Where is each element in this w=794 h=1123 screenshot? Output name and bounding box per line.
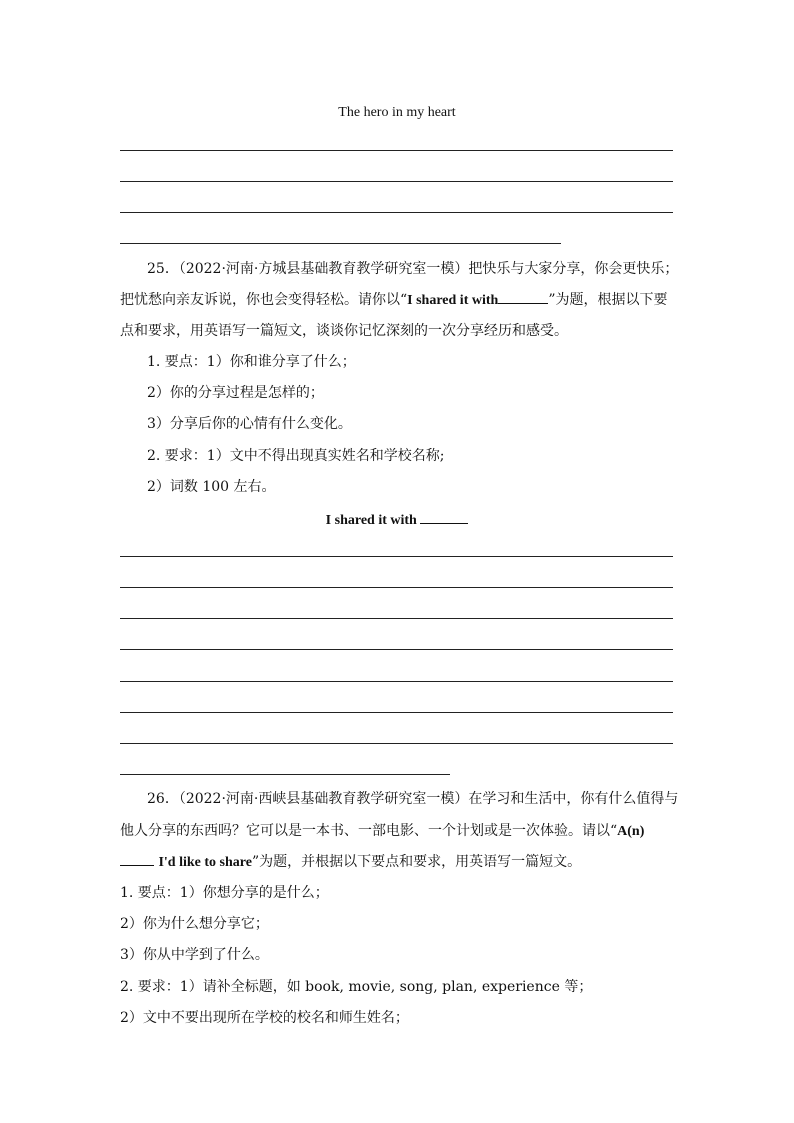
- writing-line: [120, 556, 673, 557]
- writing-line: [120, 618, 673, 619]
- title-blank: [498, 290, 548, 304]
- writing-line: [120, 649, 673, 650]
- requirement-item: 2）文中不要出现所在学校的校名和师生姓名；: [120, 1010, 409, 1026]
- writing-line: [120, 774, 450, 775]
- question-source: （2022·河南·西峡县基础教育教学研究室一模）: [178, 791, 469, 807]
- title-prompt: A(n): [617, 824, 645, 839]
- requirement-item: 1. 要点：1）你想分享的是什么；: [120, 885, 329, 901]
- writing-line: [120, 681, 673, 682]
- essay-title-shared: I shared it with: [0, 510, 794, 531]
- writing-line: [120, 243, 561, 244]
- writing-line: [120, 587, 673, 588]
- title-blank: [120, 852, 154, 866]
- question-26-line-1: 26．（2022·河南·西峡县基础教育教学研究室一模）在学习和生活中，你有什么值得与: [147, 791, 679, 807]
- question-number: 26．: [147, 791, 179, 807]
- question-26-line-2: 他人分享的东西吗？它可以是一本书、一部电影、一个计划或是一次体验。请以“A(n): [120, 823, 645, 839]
- writing-line: [120, 212, 673, 213]
- question-25-line-2: 把忧愁向亲友诉说，你也会变得轻松。请你以“I shared it with ”为题，根据以下要: [120, 292, 668, 308]
- writing-line: [120, 712, 673, 713]
- requirement-item: 2. 要求：1）文中不得出现真实姓名和学校名称;: [147, 448, 445, 464]
- writing-line: [120, 743, 673, 744]
- title-prompt: I'd like to share: [158, 855, 252, 870]
- question-26-line-3: I'd like to share”为题，并根据以下要点和要求，用英语写一篇短文。: [120, 852, 581, 873]
- essay-title-hero: The hero in my heart: [338, 105, 456, 120]
- title-prompt: I shared it with: [407, 293, 499, 308]
- requirement-item: 3）你从中学到了什么。: [120, 947, 269, 963]
- writing-line: [120, 150, 673, 151]
- question-25-line-3: 点和要求，用英语写一篇短文，谈谈你记忆深刻的一次分享经历和感受。: [120, 323, 568, 339]
- title-blank: [420, 510, 468, 524]
- question-source: （2022·河南·方城县基础教育教学研究室一模）: [178, 261, 469, 277]
- question-number: 25．: [147, 261, 179, 277]
- requirement-item: 2）你为什么想分享它；: [120, 916, 269, 932]
- requirement-item: 2）词数 100 左右。: [147, 479, 276, 495]
- requirement-item: 2）你的分享过程是怎样的；: [147, 385, 324, 401]
- question-25-line-1: 25．（2022·河南·方城县基础教育教学研究室一模）把快乐与大家分享，你会更快乐；: [147, 261, 679, 277]
- requirement-item: 3）分享后你的心情有什么变化。: [147, 416, 352, 432]
- writing-line: [120, 181, 673, 182]
- requirement-item: 2. 要求：1）请补全标题，如 book, movie, song, plan, experience 等；: [120, 979, 593, 995]
- requirement-item: 1. 要点：1）你和谁分享了什么；: [147, 354, 356, 370]
